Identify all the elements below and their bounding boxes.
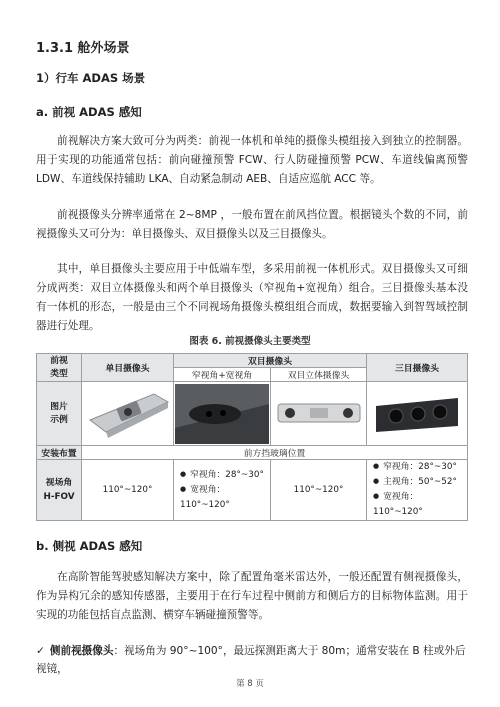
header-stereo: 双目立体摄像头 xyxy=(271,368,367,382)
fov-narrow-wide xyxy=(174,460,271,521)
fov-stereo: 110°~120° xyxy=(271,460,367,521)
image-narrow-wide-camera xyxy=(174,382,271,446)
heading-side-view-adas: b. 侧视 ADAS 感知 xyxy=(36,539,143,553)
page-number: 第 8 页 xyxy=(236,679,264,689)
section-heading-1-3-1: 1.3.1 舱外场景 xyxy=(36,41,130,56)
bullet-side-front-camera xyxy=(36,642,468,678)
row-mount-position: 安装布置 xyxy=(37,446,82,460)
front-camera-types-table xyxy=(36,353,468,521)
heading-front-view-adas: a. 前视 ADAS 感知 xyxy=(36,105,142,119)
fov-wide-item: ● 宽视角：110°~120° xyxy=(180,483,270,513)
row-hfov: 视场角 H-FOV xyxy=(37,460,82,521)
fov-tri-main-item: ● 主视角：50°~52° xyxy=(373,475,467,490)
header-tri-camera: 三目摄像头 xyxy=(367,354,468,382)
table-caption: 图表 6. 前视摄像头主要类型 xyxy=(189,336,311,347)
fov-tri xyxy=(367,460,468,521)
header-narrow-wide: 窄视角+宽视角 xyxy=(174,368,271,382)
paragraph-front-camera-resolution: 前视摄像头分辨率通常在 2~8MP ，一般布置在前风挡位置。根据镜头个数的不同，前视摄像头又可分为：单目摄像头、双目摄像头以及三目摄像头。 xyxy=(36,209,468,240)
fov-narrow-item: ● 窄视角：28°~30° xyxy=(180,468,270,483)
fov-tri-wide-item: ● 宽视角：110°~120° xyxy=(373,490,467,520)
mount-position-value: 前方挡玻璃位置 xyxy=(82,446,468,460)
header-type: 前视 类型 xyxy=(37,354,82,382)
paragraph-front-view-solutions: 前视解决方案大致可分为两类：前视一体机和单纯的摄像头模组接入到独立的控制器。用于实现的功能通常包括：前向碰撞预警 FCW、行人防碰撞预警 PCW、车道线偏离预警 LDW、车道线保持辅助 LKA、自动紧急制动 AEB、自适应巡航 ACC 等。 xyxy=(36,135,468,185)
check-icon: ✓ xyxy=(36,645,45,657)
image-stereo-camera xyxy=(271,382,367,446)
bullet-label: 侧前视摄像头 xyxy=(49,645,114,657)
paragraph-side-view: 在高阶智能驾驶感知解决方案中，除了配置角毫米雷达外，一般还配置有侧视摄像头，作为异构冗余的感知传感器，主要用于在行车过程中侧前方和侧后方的目标物体监测。用于实现的功能包括盲点监测、横穿车辆碰撞预警等。 xyxy=(36,571,468,621)
image-tri-camera xyxy=(367,382,468,446)
header-mono-camera: 单目摄像头 xyxy=(82,354,174,382)
header-binocular-camera: 双目摄像头 xyxy=(174,354,367,368)
row-image-example: 图片 示例 xyxy=(37,382,82,446)
image-mono-camera xyxy=(82,382,174,446)
fov-mono: 110°~120° xyxy=(82,460,174,521)
fov-tri-narrow-item: ● 窄视角：28°~30° xyxy=(373,460,467,475)
bullet-text: ：视场角为 90°~100°，最远探测距离大于 80m；通常安装在 B 柱或外后视镜， xyxy=(36,645,466,675)
paragraph-camera-types: 其中，单目摄像头主要应用于中低端车型，多采用前视一体机形式。双目摄像头又可细分成两类：双目立体摄像头和两个单目摄像头（窄视角+宽视角）组合。三目摄像头基本没有一体机的形态，一般是由三个不同视场角摄像头模组组合而成，数据要输入到智驾域控制器进行处理。 xyxy=(36,263,468,332)
subsection-heading-adas: 1）行车 ADAS 场景 xyxy=(36,71,146,85)
